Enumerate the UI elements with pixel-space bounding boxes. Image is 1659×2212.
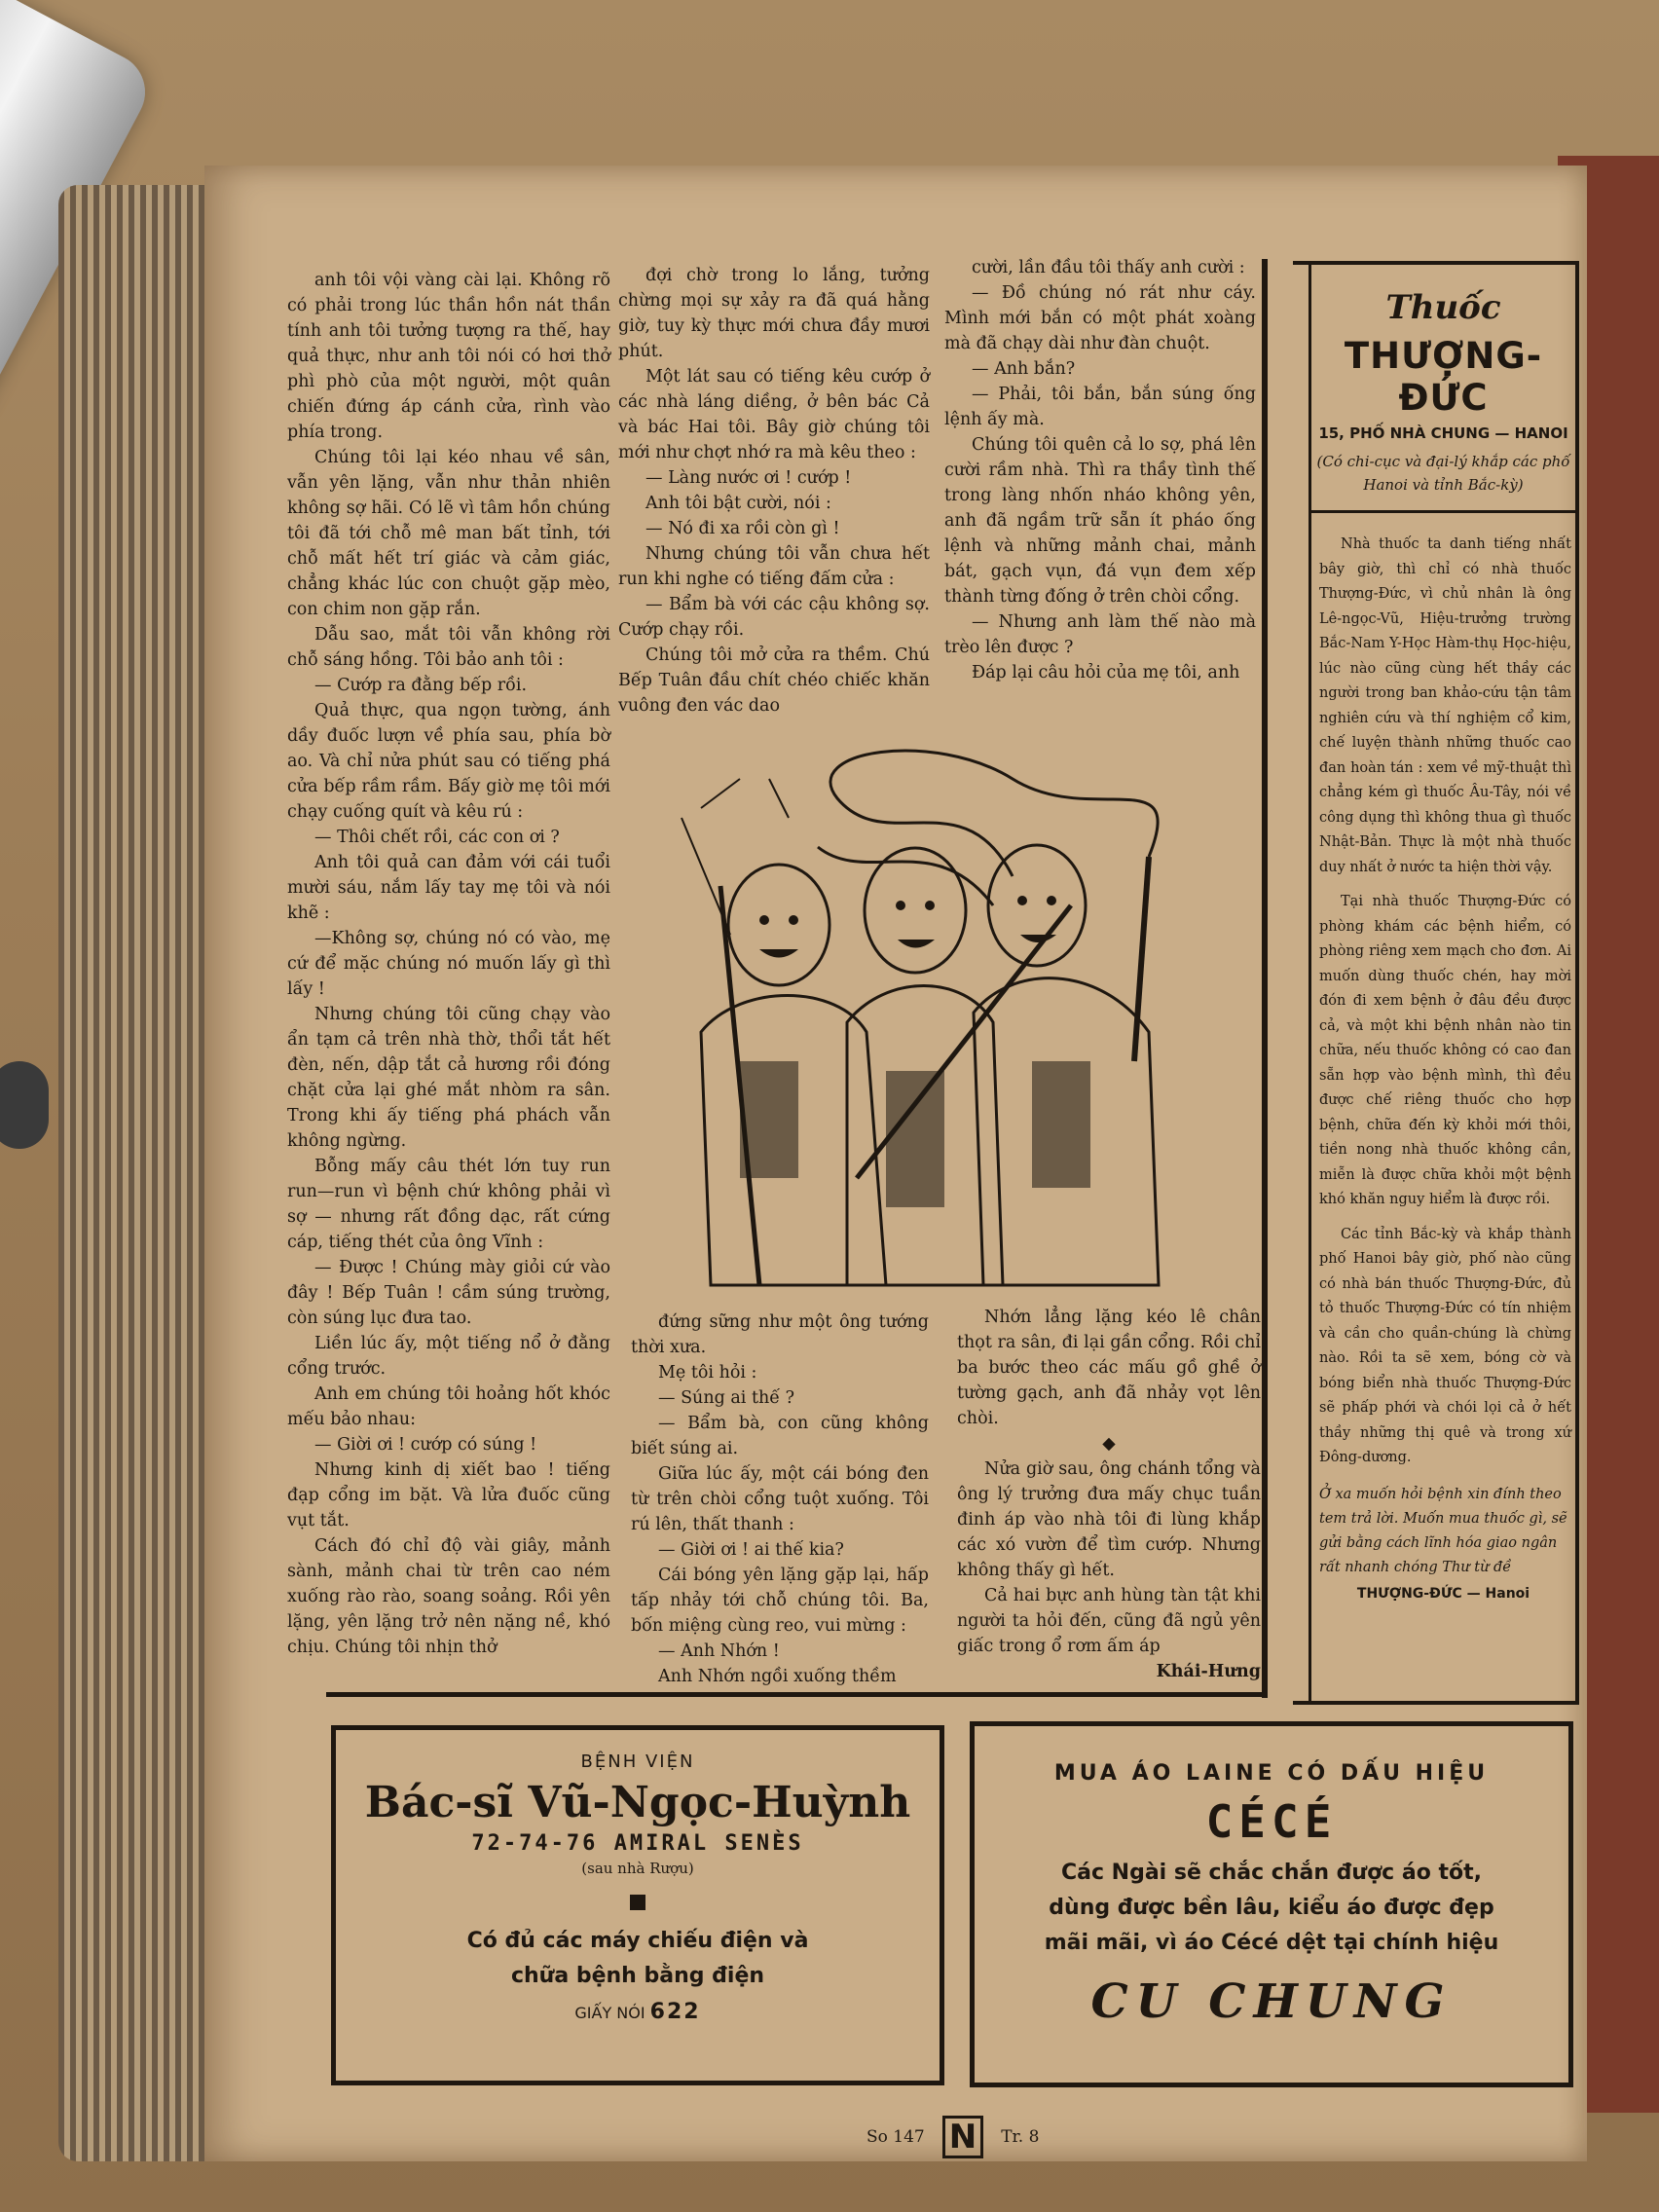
newspaper-page (204, 166, 1587, 2161)
ad-pharmacy-brand: THƯỢNG-ĐỨC (1344, 335, 1543, 419)
article-column-3-bottom (957, 1305, 1261, 1684)
cece-desc-line-2: dùng được bền lâu, kiểu áo được đẹp (1049, 1896, 1494, 1920)
issue-number: So 147 (866, 2127, 925, 2147)
ad-paragraph: Nhà thuốc ta danh tiếng nhất bây giờ, thì chỉ có nhà thuốc Thượng-Đức, vì chủ nhân là ông Lê-ngọc-Vũ, Hiệu-trưởng trường Bắc-Nam Y-Học Hàm-thụ Học-hiệu, lúc nào cũng cùng hết thầy các người trong ban khảo-cứu tận tâm nghiên cứu và thí nghiệm cổ kim, chế luyện thành những thuốc cao đan hoàn tán : xem về mỹ-thuật thì chẳng kém gì thuốc Âu-Tây, nói về công dụng thì không thua gì thuốc Nhật-Bản. Thực là một nhà thuốc duy nhất ở nước ta hiện thời vậy. (1319, 536, 1571, 875)
paragraph: đứng sững như một ông tướng thời xưa. (631, 1312, 929, 1357)
hospital-desc-line-2: chữa bệnh bằng điện (510, 1964, 765, 1988)
paragraph: Giữa lúc ấy, một cái bóng đen từ trên chòi cổng tuột xuống. Tôi rú lên, thất thanh : (631, 1464, 929, 1534)
paragraph: — Anh bắn? (972, 359, 1076, 379)
paragraph: Anh tôi bật cười, nói : (645, 494, 831, 513)
paragraph: Chúng tôi mở cửa ra thềm. Chú Bếp Tuân đầu chít chéo chiếc khăn vuông đen vác dao (618, 645, 930, 716)
paragraph: Nhưng chúng tôi vẫn chưa hết run khi nghe có tiếng đấm cửa : (618, 544, 930, 589)
paragraph: Nhớn lẳng lặng kéo lê chân thọt ra sân, đi lại gần cổng. Rồi chỉ ba bước theo các mấu gồ ghề ở tường gạch, anh đã nhảy vọt lên chòi. (957, 1308, 1261, 1428)
paragraph: Anh tôi quả can đảm với cái tuổi mười sáu, nắm lấy tay mẹ tôi và nói khẽ : (287, 853, 610, 923)
article-column-3 (944, 255, 1256, 685)
paragraph: Cái bóng yên lặng gặp lại, hấp tấp nhảy tới chỗ chúng tôi. Ba, bốn miệng cùng reo, vui mừng : (631, 1566, 929, 1636)
article-column-2 (618, 263, 930, 719)
cece-desc-line-3: mãi mãi, vì áo Cécé dệt tại chính hiệu (1044, 1931, 1499, 1955)
ad-pharmacy-title: Thuốc (1385, 288, 1501, 327)
paragraph: Cách đó chỉ độ vài giây, mảnh sành, mảnh chai từ trên cao ném xuống rào rào, soang soảng. Rồi yên lặng, yên lặng trở nên nặng nề, khó chịu. Chúng tôi nhịn thở (287, 1536, 610, 1657)
cece-headline: MUA ÁO LAINE CÓ DẤU HIỆU (1053, 1761, 1490, 1786)
ad-pharmacy-address: 15, PHỐ NHÀ CHUNG — HANOI (1318, 424, 1568, 442)
cece-desc-line-1: Các Ngài sẽ chắc chắn được áo tốt, (1060, 1861, 1483, 1885)
ad-pharmacy-body (1311, 533, 1575, 1471)
ad-paragraph: Các tỉnh Bắc-kỳ và khắp thành phố Hanoi bây giờ, phố nào cũng có nhà bán thuốc Thượng-Đức, đủ tỏ thuốc Thượng-Đức có tín nhiệm và cần cho quần-chúng là chừng nào. Rồi ta sẽ xem, bóng cờ và bóng biển nhà thuốc Thượng-Đức sẽ phấp phới và chói lọi cả ở hết thầy những thị quê và trong xứ Đông-dương. (1319, 1226, 1571, 1465)
hospital-label: BỆNH VIỆN (580, 1751, 695, 1772)
ad-pharmacy-divider (1311, 510, 1575, 513)
article-column-1 (287, 268, 610, 1660)
paragraph: Cả hai bực anh hùng tàn tật khi người ta hỏi đến, cũng đã ngủ yên giấc trong ổ rơm ấm áp (957, 1586, 1261, 1656)
paragraph: Chúng tôi quên cả lo sợ, phá lên cười rầm nhà. Thì ra thầy tình thế trong làng nhốn nháo không yên, anh đã ngầm trữ sẵn ít pháo ống lệnh và những mảnh chai, mảnh bát, gạch vụn, đá vụn đem xếp thành từng đống ở trên chòi cổng. (944, 435, 1256, 607)
paragraph: — Giời ơi ! cướp có súng ! (314, 1435, 537, 1455)
ad-thuong-duc (1293, 261, 1579, 1705)
paragraph: — Bẩm bà với các cậu không sợ. Cướp chạy rồi. (618, 595, 930, 640)
hospital-doctor-name: Bác-sĩ Vũ-Ngọc-Huỳnh (364, 1778, 911, 1827)
cece-brand: CÉCÉ (1205, 1795, 1338, 1848)
hospital-phone-number: 622 (649, 2000, 701, 2024)
paragraph: Đáp lại câu hỏi của mẹ tôi, anh (972, 663, 1240, 682)
ad-pharmacy-footnote: Ở xa muốn hỏi bệnh xin đính theo tem trả lời. Muốn mua thuốc gì, sẽ gửi bằng cách lĩnh hóa giao ngân rất nhanh chóng Thư từ đề (1319, 1486, 1567, 1575)
paragraph: — Cướp ra đằng bếp rồi. (314, 676, 528, 695)
hospital-description (336, 1924, 940, 1994)
page-number: Tr. 8 (1001, 2127, 1040, 2147)
article-column-2-bottom (631, 1309, 929, 1689)
paragraph: Mẹ tôi hỏi : (658, 1363, 757, 1382)
paragraph: Dẫu sao, mắt tôi vẫn không rời chỗ sáng hồng. Tôi bảo anh tôi : (287, 625, 610, 670)
hospital-sub-address: (sau nhà Rượu) (581, 1860, 694, 1877)
paragraph: — Bẩm bà, con cũng không biết súng ai. (631, 1414, 929, 1458)
paragraph: — Nó đi xa rồi còn gì ! (645, 519, 840, 538)
ad-paragraph: Tại nhà thuốc Thượng-Đức có phòng khám các bệnh hiểm, có phòng riêng xem mạch cho đơn. Ai muốn dùng thuốc chén, hay mời đón đi xem bệnh ở đâu đều được cả, và một khi bệnh nhân nào tin chữa, nếu thuốc không có cao đan sẵn hợp vào bệnh mình, thì đều được chế riêng thuốc cho hợp bệnh, chữa đến kỳ khỏi mới thôi, tiền nong nhà thuốc không cần, miễn là được chữa khỏi một bệnh khó khăn nguy hiểm là được rồi. (1319, 894, 1571, 1207)
illustration-three-men (643, 740, 1266, 1305)
paragraph: Chúng tôi lại kéo nhau về sân, vẫn yên lặng, vẫn như thản nhiên không sợ hãi. Có lẽ vì tâm hồn chúng tôi đã tới chỗ mê man bất tỉnh, tới chỗ mất hết trí giác và cảm giác, chẳng khác lúc con chuột gặp mèo, con chim non gặp rắn. (287, 448, 610, 619)
square-ornament-icon (630, 1895, 645, 1910)
paragraph: Nhưng chúng tôi cũng chạy vào ẩn tạm cả trên nhà thờ, thổi tắt hết đèn, nến, dập tắt cả hương rồi đóng chặt cửa lại ghé mắt nhòm ra sân. Trong khi ấy tiếng phá phách vẫn không ngừng. (287, 1005, 610, 1151)
binder-knob (0, 1061, 49, 1149)
ad-hospital (331, 1725, 944, 2085)
paragraph: Nhưng kinh dị xiết bao ! tiếng đạp cổng im bặt. Và lửa đuốc cũng vụt tắt. (287, 1460, 610, 1530)
paragraph: Một lát sau có tiếng kêu cướp ở các nhà láng diềng, ở bên bác Cả và bác Hai tôi. Bây giờ chúng tôi mới như chợt nhớ ra mà kêu theo : (618, 367, 930, 462)
newspaper-logo: N (942, 2116, 983, 2158)
paragraph: — Được ! Chúng mày giỏi cứ vào đây ! Bếp Tuân ! cầm súng trường, còn súng lục đưa tao. (287, 1258, 610, 1328)
author-signature: Khái-Hưng (1156, 1662, 1261, 1681)
paragraph: —Không sợ, chúng nó có vào, mẹ cứ để mặc chúng nó muốn lấy gì thì lấy ! (287, 929, 610, 999)
paragraph: Nửa giờ sau, ông chánh tổng và ông lý trưởng đưa mấy chục tuần đinh áp vào nhà tôi đi lùng khắp các xó vườn để tìm cướp. Nhưng không thấy gì hết. (957, 1459, 1261, 1580)
paragraph: Anh Nhớn ngồi xuống thềm (658, 1667, 897, 1686)
hospital-phone (336, 2000, 940, 2024)
paragraph: — Đồ chúng nó rát như cáy. Mình mới bắn có một phát xoàng mà đã chạy dài như đàn chuột. (944, 283, 1256, 353)
paragraph: — Súng ai thế ? (658, 1388, 794, 1408)
paragraph: — Làng nước ơi ! cướp ! (645, 468, 852, 488)
cece-description (975, 1856, 1568, 1961)
book-page-edges (58, 185, 224, 2161)
paragraph: Quả thực, qua ngọn tường, ánh dầy đuốc lượn về phía sau, phía bờ ao. Và chỉ nửa phút sau có tiếng phá cửa bếp rầm rầm. Bấy giờ mẹ tôi mới chạy cuống quít và kêu rú : (287, 701, 610, 822)
paragraph: Anh em chúng tôi hoảng hốt khóc mếu bảo nhau: (287, 1384, 610, 1429)
column-rule (1262, 259, 1268, 1698)
cece-maker: CU CHUNG (1090, 1974, 1453, 2029)
section-divider: ◆ (1102, 1434, 1116, 1454)
hospital-address: 72-74-76 AMIRAL SENÈS (471, 1831, 804, 1856)
article-bottom-rule (326, 1692, 1267, 1697)
paragraph: cười, lần đầu tôi thấy anh cười : (972, 258, 1245, 277)
paragraph: đợi chờ trong lo lắng, tưởng chừng mọi sự xảy ra đã quá hằng giờ, tuy kỳ thực mới chưa đầy mươi phút. (618, 266, 930, 361)
paragraph: — Nhưng anh làm thế nào mà trèo lên được ? (944, 612, 1256, 657)
paragraph: — Thôi chết rồi, các con ơi ? (314, 828, 560, 847)
paragraph: — Anh Nhớn ! (658, 1641, 780, 1661)
paragraph: — Giời ơi ! ai thế kia? (658, 1540, 844, 1560)
ad-pharmacy-sign: THƯỢNG-ĐỨC — Hanoi (1356, 1585, 1530, 1602)
page-footer (866, 2116, 1039, 2158)
hospital-desc-line-1: Có đủ các máy chiếu điện và (466, 1929, 809, 1953)
paragraph: Liền lúc ấy, một tiếng nổ ở đằng cổng trước. (287, 1334, 610, 1379)
hospital-phone-label: GIẤY NÓI (574, 2004, 645, 2022)
paragraph: Bỗng mấy câu thét lớn tuy run run—run vì bệnh chứ không phải vì sợ — nhưng rất đồng dạc, rất cứng cáp, tiếng thét của ông Vĩnh : (287, 1157, 610, 1252)
ad-cece (970, 1721, 1573, 2087)
paragraph: — Phải, tôi bắn, bắn súng ống lệnh ấy mà. (944, 385, 1256, 429)
paragraph: anh tôi vội vàng cài lại. Không rõ có phải trong lúc thần hồn nát thần tính anh tôi tưởng tượng ra thế, hay quả thực, như anh tôi nói có hơi thở phì phò của một người, một quân chiến đứng áp cánh cửa, rình vào phía trong. (287, 271, 610, 442)
ad-pharmacy-note: (Có chi-cục và đại-lý khắp các phố Hanoi và tỉnh Bắc-kỳ) (1316, 453, 1570, 494)
